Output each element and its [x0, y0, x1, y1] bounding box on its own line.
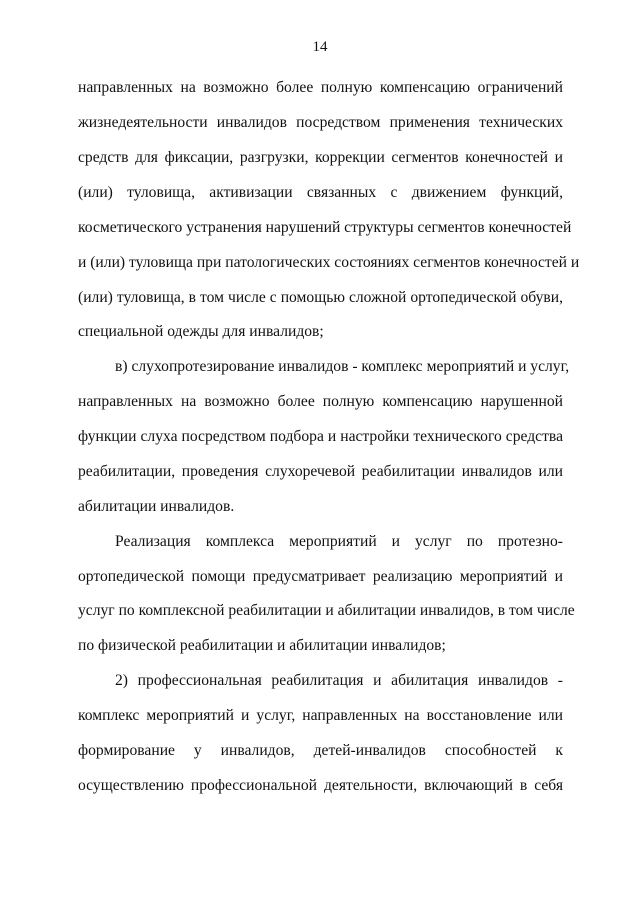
text-line: 2) профессиональная реабилитация и абилитация инвалидов - [115, 672, 563, 689]
text-line: специальной одежды для инвалидов; [78, 323, 324, 340]
text-line: направленных на возможно более полную компенсацию нарушенной [78, 393, 563, 410]
text-line: функции слуха посредством подбора и настройки технического средства [78, 428, 563, 445]
text-line: жизнедеятельности инвалидов посредством применения технических [78, 114, 563, 131]
text-line: и (или) туловища при патологических состояниях сегментов конечностей и [78, 254, 580, 271]
text-line: средств для фиксации, разгрузки, коррекции сегментов конечностей и [78, 149, 563, 166]
text-line: осуществлению профессиональной деятельности, включающий в себя [78, 777, 563, 794]
page-number: 14 [312, 39, 328, 55]
text-line: направленных на возможно более полную компенсацию ограничений [78, 79, 563, 96]
text-line: (или) туловища, в том числе с помощью сложной ортопедической обуви, [78, 289, 563, 306]
text-line: Реализация комплекса мероприятий и услуг по протезно- [115, 533, 563, 550]
text-line: ортопедической помощи предусматривает реализацию мероприятий и [78, 568, 563, 585]
text-line: услуг по комплексной реабилитации и абилитации инвалидов, в том числе [78, 602, 575, 619]
text-line: (или) туловища, активизации связанных с движением функций, [78, 184, 563, 201]
text-line: по физической реабилитации и абилитации инвалидов; [78, 637, 446, 654]
text-line: в) слухопротезирование инвалидов - комплекс мероприятий и услуг, [115, 358, 570, 375]
text-line: косметического устранения нарушений структуры сегментов конечностей [78, 219, 572, 236]
text-line: реабилитации, проведения слухоречевой реабилитации инвалидов или [78, 463, 563, 480]
text-line: комплекс мероприятий и услуг, направленных на восстановление или [78, 707, 563, 724]
text-line: формирование у инвалидов, детей-инвалидов способностей к [78, 742, 563, 759]
text-line: абилитации инвалидов. [78, 498, 235, 515]
